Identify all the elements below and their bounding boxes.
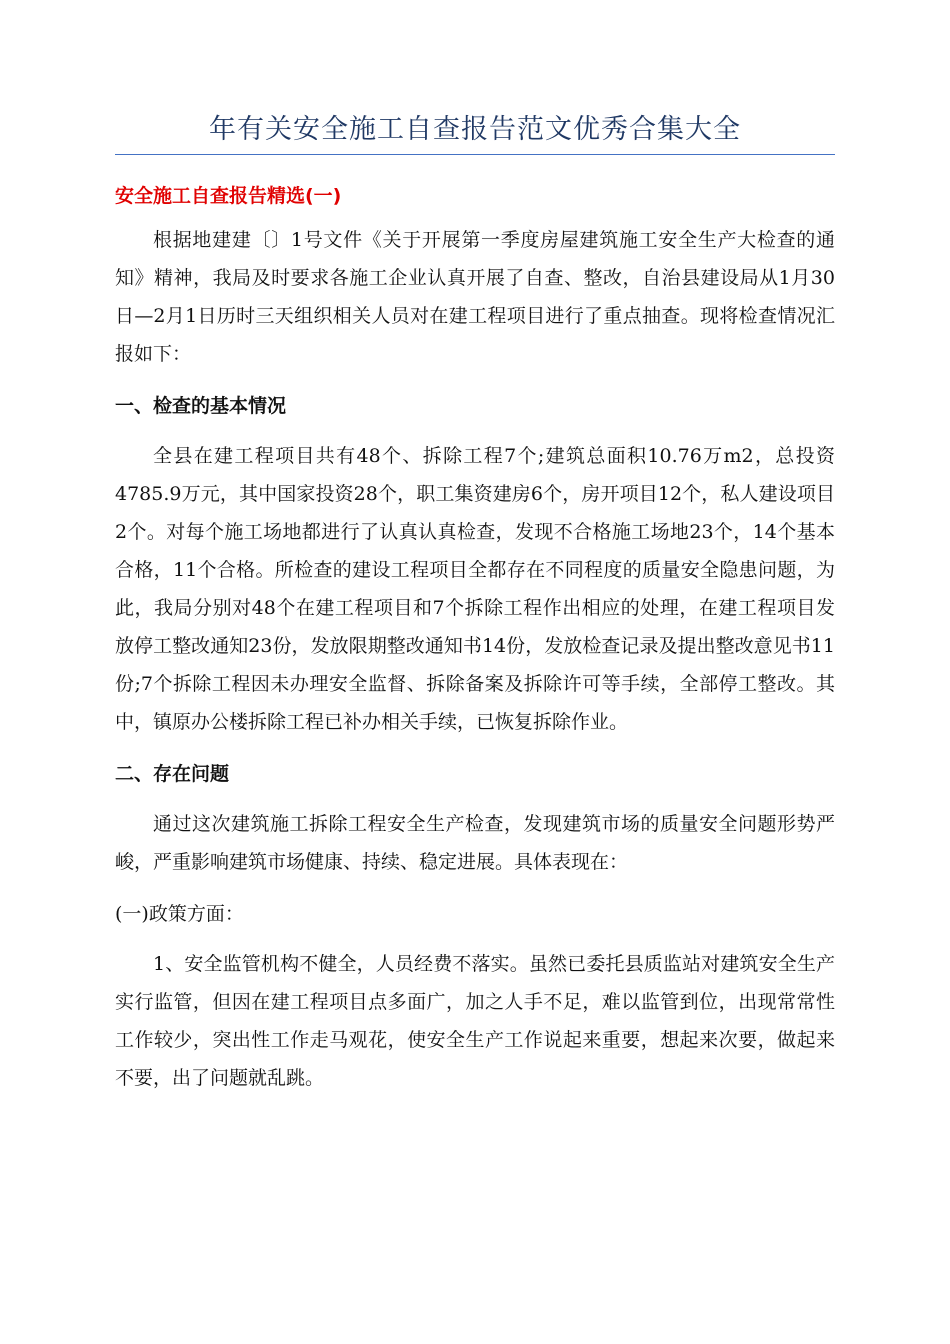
section-heading: 安全施工自查报告精选(一) xyxy=(115,185,342,207)
policy-paragraph-1: 1、安全监管机构不健全，人员经费不落实。虽然已委托县质监站对建筑安全生产实行监管，但因在建工程项目点多面广，加之人手不足，难以监管到位，出现常常性工作较少，突出性工作走马观花，使安全生产工作说起来重要，想起来次要，做起来不要，出了问题就乱跳。 xyxy=(115,953,835,1089)
document-title: 年有关安全施工自查报告范文优秀合集大全 xyxy=(115,110,835,155)
heading-existing-problems: 二、存在问题 xyxy=(115,763,230,785)
basic-situation-paragraph: 全县在建工程项目共有48个、拆除工程7个;建筑总面积10.76万m2，总投资4785.9万元，其中国家投资28个，职工集资建房6个，房开项目12个，私人建设项目2个。对每个施工场地都进行了认真认真检查，发现不合格施工场地23个，14个基本合格，11个合格。所检查的建设工程项目全都存在不同程度的质量安全隐患问题，为此，我局分别对48个在建工程项目和7个拆除工程作出相应的处理，在建工程项目发放停工整改通知23份，发放限期整改通知书14份，发放检查记录及提出整改意见书11份;7个拆除工程因未办理安全监督、拆除备案及拆除许可等手续，全部停工整改。其中，镇原办公楼拆除工程已补办相关手续，已恢复拆除作业。 xyxy=(115,445,835,733)
heading-basic-situation: 一、检查的基本情况 xyxy=(115,395,287,417)
subheading-policy: (一)政策方面： xyxy=(115,903,244,925)
intro-paragraph: 根据地建建〔〕1号文件《关于开展第一季度房屋建筑施工安全生产大检查的通知》精神，我局及时要求各施工企业认真开展了自查、整改，自治县建设局从1月30日—2月1日历时三天组织相关人员对在建工程项目进行了重点抽查。现将检查情况汇报如下： xyxy=(115,229,835,365)
existing-problems-paragraph: 通过这次建筑施工拆除工程安全生产检查，发现建筑市场的质量安全问题形势严峻，严重影响建筑市场健康、持续、稳定进展。具体表现在： xyxy=(115,813,835,873)
document-page xyxy=(115,110,835,1097)
